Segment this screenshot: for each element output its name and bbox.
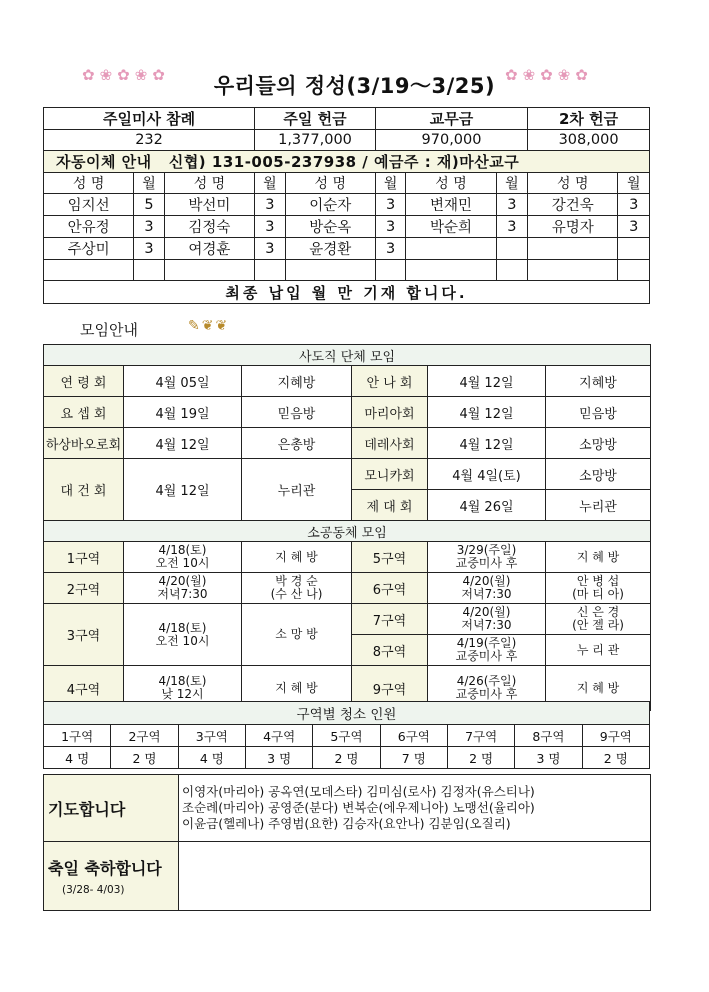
feast-dates: (3/28- 4/03) [62, 884, 125, 896]
district-name: 8구역 [352, 635, 428, 666]
district-place: 신 은 경 (안 젤 라) [546, 604, 651, 635]
member-month: 3 [134, 216, 164, 238]
header-attendance: 주일미사 참례 [44, 108, 255, 130]
member-month: 3 [255, 238, 285, 260]
member-name: 여경훈 [164, 238, 254, 260]
district-name: 7구역 [352, 604, 428, 635]
cleaning-count: 2 명 [447, 747, 514, 769]
col-name: 성 명 [164, 173, 254, 194]
prayer-label-text: 기도합니다 [48, 799, 126, 819]
value-second-offering: 308,000 [528, 130, 650, 151]
dues-header-row [44, 173, 650, 194]
value-church-dues: 970,000 [375, 130, 527, 151]
member-name [406, 260, 496, 281]
district-name: 4구역 [44, 666, 124, 711]
flower-decoration-left: ✿❀✿❀✿ [82, 66, 170, 84]
group-name: 요 셉 회 [44, 397, 124, 428]
district-time: 4/18(토) 오전 10시 [124, 542, 242, 573]
member-month [255, 260, 285, 281]
section-small-community: 소공동체 모임 [44, 521, 651, 542]
district-time: 4/18(토) 오전 10시 [124, 604, 242, 666]
cleaning-district: 1구역 [44, 725, 111, 747]
cleaning-count: 3 명 [245, 747, 312, 769]
group-place: 지혜방 [242, 366, 352, 397]
cleaning-count: 4 명 [178, 747, 245, 769]
group-place: 믿음방 [546, 397, 651, 428]
district-place: 지 혜 방 [546, 542, 651, 573]
value-attendance: 232 [44, 130, 255, 151]
value-sunday-offering: 1,377,000 [255, 130, 376, 151]
group-name: 하상바오로회 [44, 428, 124, 459]
member-name: 안유정 [44, 216, 134, 238]
cleaning-district: 6구역 [380, 725, 447, 747]
member-name [528, 238, 618, 260]
group-date: 4월 26일 [428, 490, 546, 521]
cleaning-counts-row [44, 747, 650, 769]
member-name: 주상미 [44, 238, 134, 260]
district-place: 누 리 관 [546, 635, 651, 666]
col-name: 성 명 [44, 173, 134, 194]
col-name: 성 명 [528, 173, 618, 194]
header-second-offering: 2차 헌금 [528, 108, 650, 130]
cleaning-districts-row [44, 725, 650, 747]
cleaning-district: 9구역 [582, 725, 649, 747]
dues-row [44, 216, 650, 238]
member-name: 박순희 [406, 216, 496, 238]
member-month [375, 260, 405, 281]
district-time: 4/26(주일) 교중미사 후 [428, 666, 546, 711]
group-date: 4월 12일 [428, 366, 546, 397]
group-name: 대 건 회 [44, 459, 124, 521]
member-name: 윤경환 [285, 238, 375, 260]
col-month: 월 [496, 173, 528, 194]
member-name: 김정숙 [164, 216, 254, 238]
district-name: 3구역 [44, 604, 124, 666]
member-month: 5 [134, 194, 164, 216]
district-time: 4/19(주일) 교중미사 후 [428, 635, 546, 666]
district-name: 1구역 [44, 542, 124, 573]
member-month [134, 260, 164, 281]
group-name: 제 대 회 [352, 490, 428, 521]
cleaning-count: 2 명 [582, 747, 649, 769]
district-name: 5구역 [352, 542, 428, 573]
col-name: 성 명 [406, 173, 496, 194]
cleaning-district: 2구역 [111, 725, 178, 747]
district-time: 4/20(월) 저녁7:30 [428, 604, 546, 635]
prayer-label [44, 775, 179, 842]
district-place: 박 경 순 (수 산 나) [242, 573, 352, 604]
feast-label [44, 842, 179, 911]
flower-decoration-right: ✿❀✿❀✿ [505, 66, 593, 84]
district-place: 지 혜 방 [242, 666, 352, 711]
group-date: 4월 12일 [428, 428, 546, 459]
member-month: 3 [496, 194, 528, 216]
member-name: 유명자 [528, 216, 618, 238]
meeting-table [43, 344, 651, 711]
feast-label-text: 축일 축하합니다 [48, 859, 162, 878]
member-month [618, 238, 650, 260]
member-month: 3 [618, 216, 650, 238]
feast-names [179, 842, 651, 911]
col-name: 성 명 [285, 173, 375, 194]
district-name: 6구역 [352, 573, 428, 604]
member-name: 이순자 [285, 194, 375, 216]
member-name [406, 238, 496, 260]
district-name: 9구역 [352, 666, 428, 711]
cleaning-count: 2 명 [111, 747, 178, 769]
district-time: 4/20(월) 저녁7:30 [428, 573, 546, 604]
district-place: 안 병 섭 (마 티 아) [546, 573, 651, 604]
member-month: 3 [618, 194, 650, 216]
member-name [285, 260, 375, 281]
group-place: 누리관 [546, 490, 651, 521]
col-month: 월 [375, 173, 405, 194]
header-church-dues: 교무금 [375, 108, 527, 130]
member-month: 3 [375, 238, 405, 260]
prayer-names: 이영자(마리아) 공옥연(모데스타) 김미심(로사) 김정자(유스티나) 조순례(마리아) 공영준(분다) 변복순(에우제니아) 노맹선(율리아) 이윤금(헬레나) 주영범(요한) 김승자(요안나) 김분임(오질리) [179, 775, 651, 842]
group-place: 누리관 [242, 459, 352, 521]
header-sunday-offering: 주일 헌금 [255, 108, 376, 130]
dues-row [44, 194, 650, 216]
cleaning-district: 7구역 [447, 725, 514, 747]
member-name: 변재민 [406, 194, 496, 216]
col-month: 월 [134, 173, 164, 194]
group-date: 4월 19일 [124, 397, 242, 428]
member-month: 3 [496, 216, 528, 238]
cleaning-count: 4 명 [44, 747, 111, 769]
group-date: 4월 12일 [124, 428, 242, 459]
member-month: 3 [375, 216, 405, 238]
group-place: 은총방 [242, 428, 352, 459]
member-month: 3 [134, 238, 164, 260]
dues-row [44, 260, 650, 281]
col-month: 월 [618, 173, 650, 194]
cleaning-district: 5구역 [313, 725, 380, 747]
member-name: 박선미 [164, 194, 254, 216]
member-month: 3 [375, 194, 405, 216]
district-place: 소 망 방 [242, 604, 352, 666]
cleaning-title: 구역별 청소 인원 [44, 702, 650, 725]
group-date: 4월 05일 [124, 366, 242, 397]
cleaning-count: 7 명 [380, 747, 447, 769]
member-name [44, 260, 134, 281]
group-place: 소망방 [546, 428, 651, 459]
group-date: 4월 12일 [124, 459, 242, 521]
group-name: 모니카회 [352, 459, 428, 490]
member-month: 3 [255, 194, 285, 216]
group-name: 데레사회 [352, 428, 428, 459]
cleaning-table [43, 701, 650, 769]
page-title: 우리들의 정성(3/19～3/25) [213, 74, 496, 98]
member-month [618, 260, 650, 281]
member-month: 3 [255, 216, 285, 238]
district-place: 지 혜 방 [242, 542, 352, 573]
member-month [496, 238, 528, 260]
group-name: 연 령 회 [44, 366, 124, 397]
cleaning-count: 2 명 [313, 747, 380, 769]
member-name [164, 260, 254, 281]
cleaning-district: 3구역 [178, 725, 245, 747]
col-month: 월 [255, 173, 285, 194]
dues-row [44, 238, 650, 260]
prayer-table [43, 774, 651, 911]
group-name: 안 나 회 [352, 366, 428, 397]
group-place: 믿음방 [242, 397, 352, 428]
district-name: 2구역 [44, 573, 124, 604]
district-time: 4/20(월) 저녁7:30 [124, 573, 242, 604]
footer-note: 최종 납입 월 만 기재 합니다. [44, 281, 650, 304]
member-name: 임지선 [44, 194, 134, 216]
autopay-notice: 자동이체 안내 신협) 131-005-237938 / 예금주 : 재)마산교구 [44, 151, 650, 173]
member-name [528, 260, 618, 281]
cleaning-count: 3 명 [515, 747, 582, 769]
cleaning-district: 4구역 [245, 725, 312, 747]
member-month [496, 260, 528, 281]
group-place: 지혜방 [546, 366, 651, 397]
offering-table [43, 107, 650, 304]
group-name: 마리아회 [352, 397, 428, 428]
member-name: 강건욱 [528, 194, 618, 216]
bird-decoration-icon: ✎❦❦ [188, 318, 230, 334]
cleaning-district: 8구역 [515, 725, 582, 747]
district-time: 4/18(토) 낮 12시 [124, 666, 242, 711]
group-date: 4월 4일(토) [428, 459, 546, 490]
group-date: 4월 12일 [428, 397, 546, 428]
district-time: 3/29(주일) 교중미사 후 [428, 542, 546, 573]
member-name: 방순옥 [285, 216, 375, 238]
group-place: 소망방 [546, 459, 651, 490]
section-apostolate: 사도직 단체 모임 [44, 345, 651, 366]
district-place: 지 혜 방 [546, 666, 651, 711]
meeting-heading: 모임안내 [80, 321, 138, 339]
